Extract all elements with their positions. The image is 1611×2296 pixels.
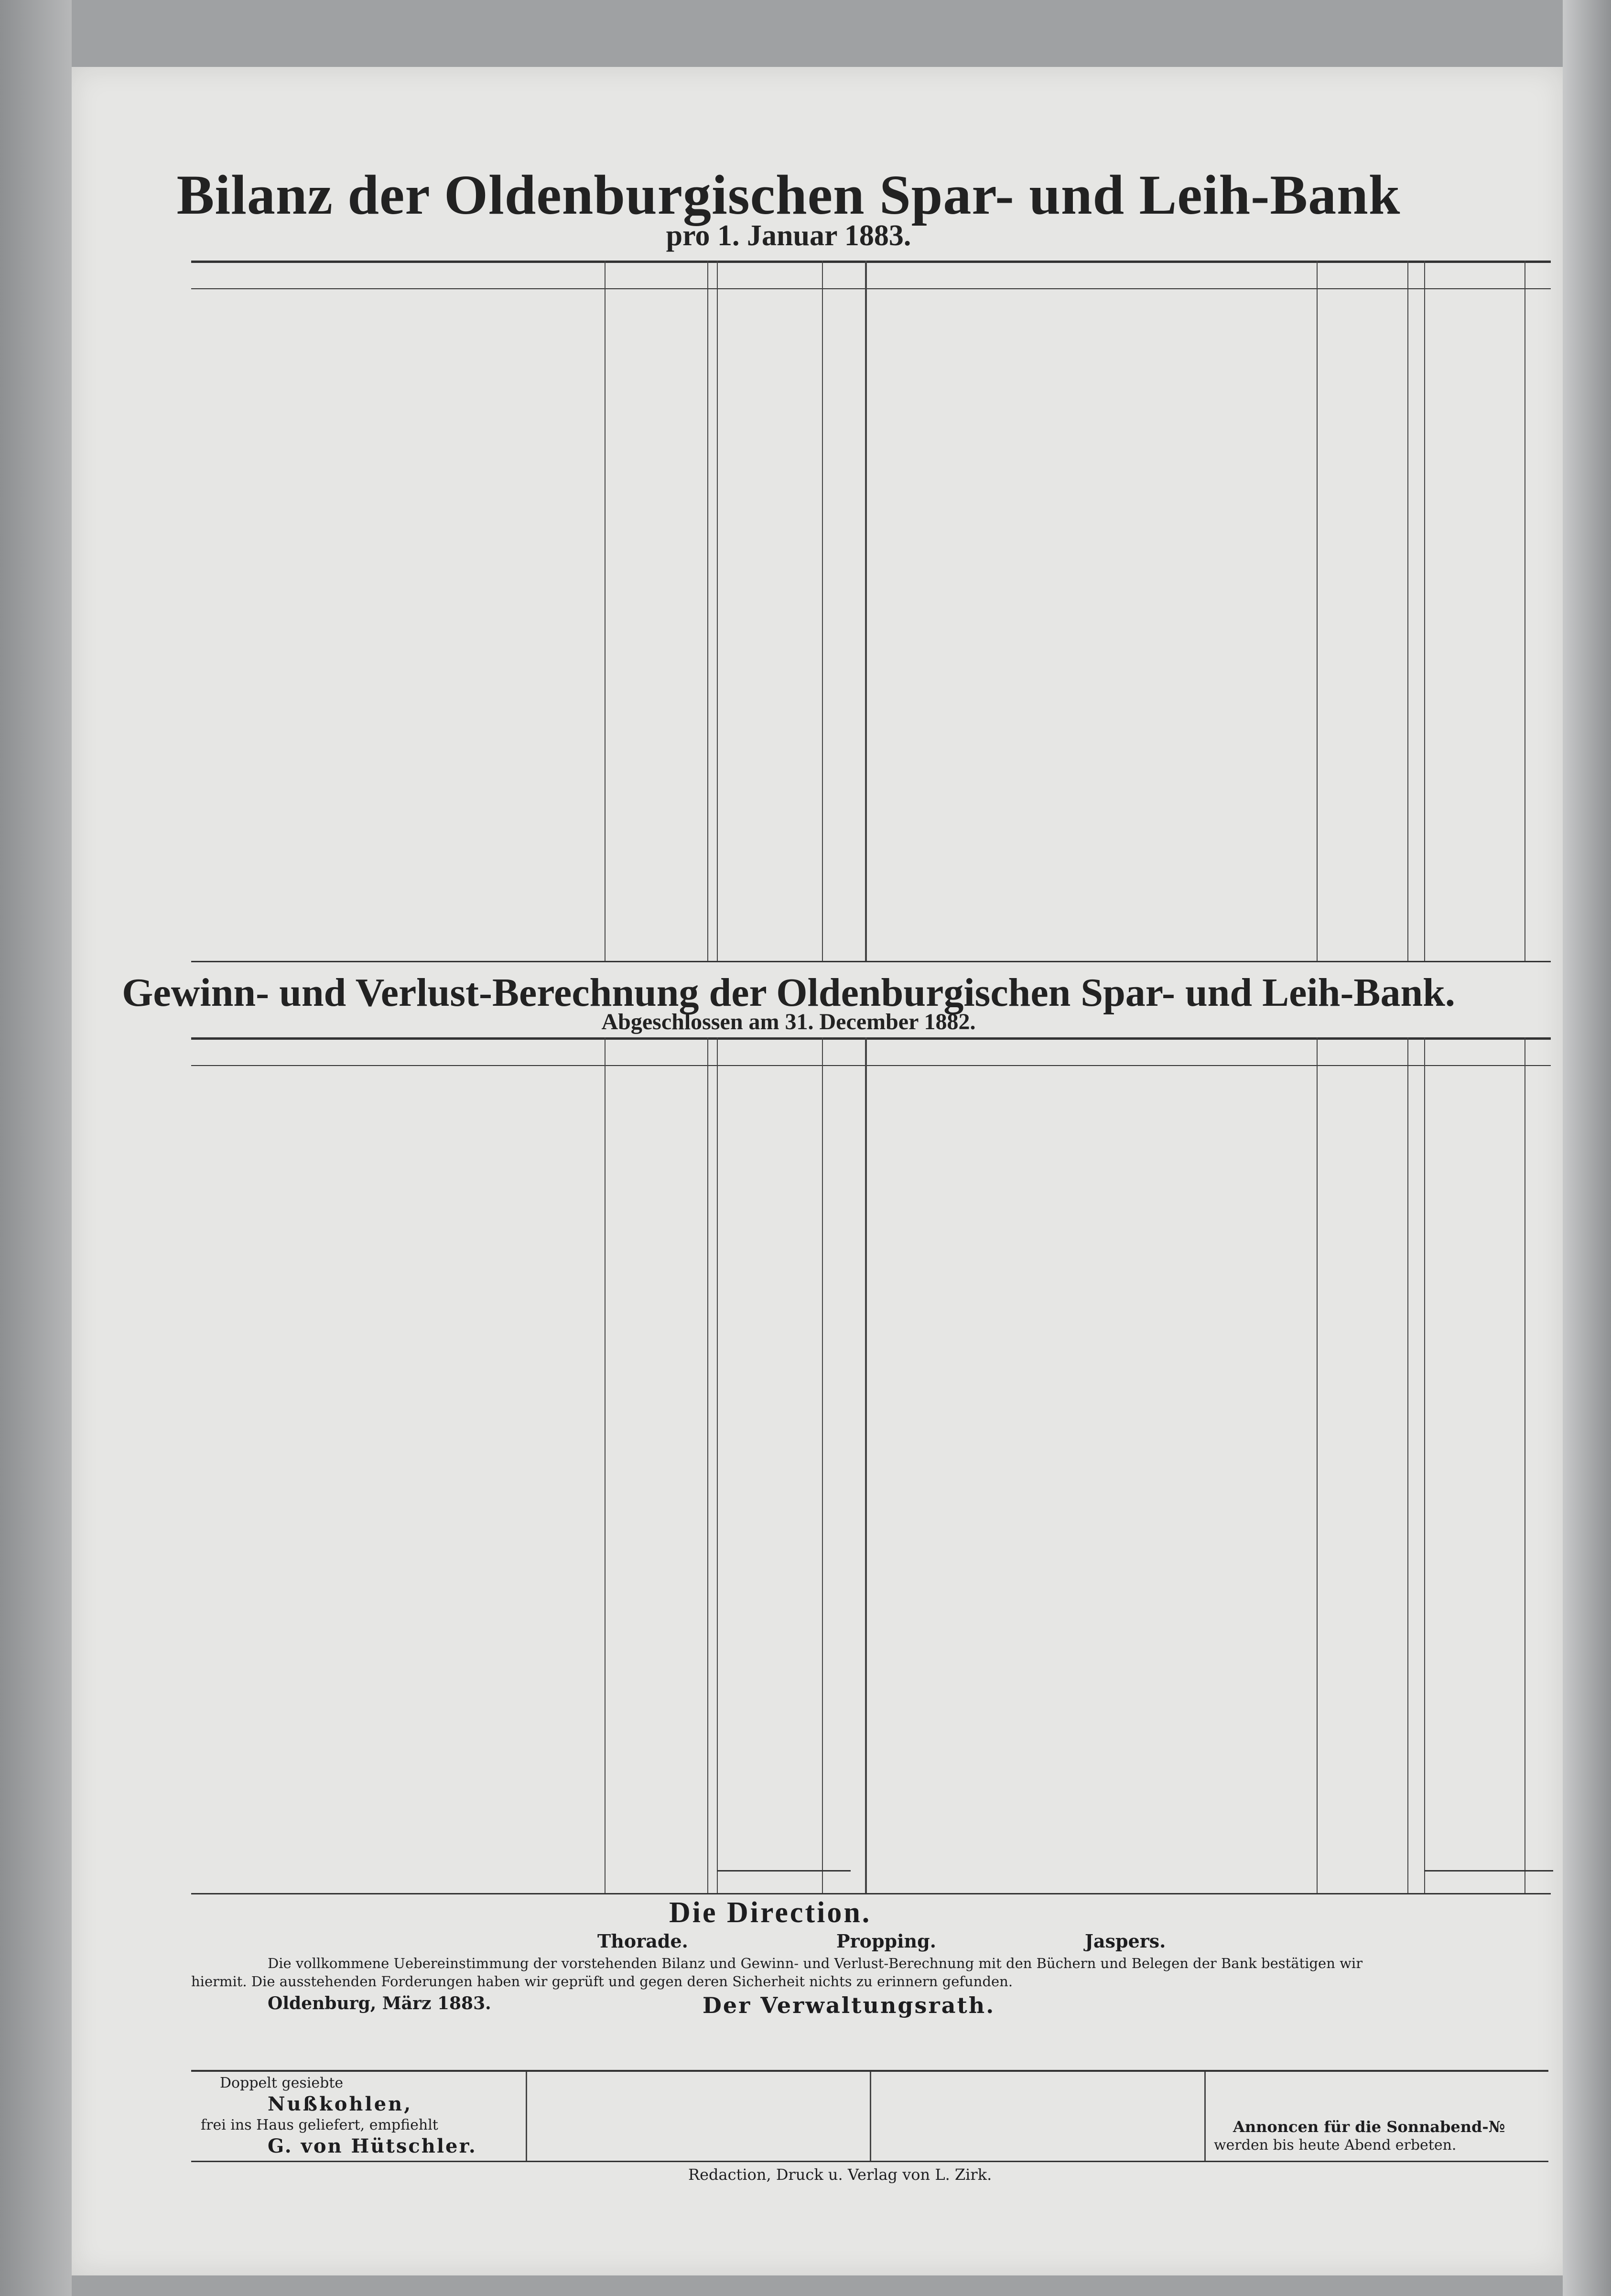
ads-divider-2 (870, 2072, 871, 2161)
page-edge (1563, 0, 1611, 2296)
gv-title: Gewinn- und Verlust-Berechnung der Oldenburgischen Spar- und Leih-Bank. (122, 970, 1455, 1015)
column-line (1407, 261, 1408, 961)
column-line (1424, 261, 1425, 961)
ad-coal-line-2: Nußkohlen, (268, 2093, 413, 2115)
column-line (707, 1037, 708, 1893)
place-date: Oldenburg, März 1883. (268, 1993, 491, 2013)
ad-annoncen-note: werden bis heute Abend erbeten. (1214, 2137, 1457, 2154)
center-divider (865, 261, 867, 961)
table-top-rule (191, 261, 1551, 263)
confirmation-line-1: Die vollkommene Uebereinstimmung der vorstehenden Bilanz und Gewinn- und Verlust-Berechnung mit den Büchern und Belegen der Bank bestätigen wir (268, 1955, 1363, 1971)
imprint: Redaction, Druck u. Verlag von L. Zirk. (688, 2165, 992, 2184)
signature-jaspers: Jaspers. (1085, 1930, 1166, 1952)
column-line (1424, 1037, 1425, 1893)
signature-thorade: Thorade. (597, 1930, 688, 1952)
signature-propping: Propping. (836, 1930, 936, 1952)
table-bottom-rule (191, 1893, 1551, 1894)
newspaper-page (72, 67, 1563, 2275)
column-line (1317, 261, 1318, 961)
column-line (717, 261, 718, 961)
total-rule (1424, 1870, 1553, 1872)
book-spine (0, 0, 72, 2296)
gv-subtitle: Abgeschlossen am 31. December 1882. (601, 1009, 976, 1034)
ads-divider-1 (526, 2072, 527, 2161)
ads-divider-3 (1204, 2072, 1206, 2161)
total-rule (717, 1870, 851, 1872)
column-line (822, 261, 823, 961)
header-rule (191, 1065, 1551, 1066)
bilanz-subtitle: pro 1. Januar 1883. (666, 219, 911, 252)
board-title: Der Verwaltungsrath. (703, 1992, 995, 2018)
confirmation-line-2: hiermit. Die ausstehenden Forderungen haben wir geprüft und gegen deren Sicherheit nichts zu erinnern gefunden. (191, 1973, 1013, 1990)
table-top-rule (191, 1037, 1551, 1040)
header-rule (191, 288, 1551, 289)
direction-title: Die Direction. (669, 1896, 872, 1929)
column-line (1407, 1037, 1408, 1893)
column-line (1317, 1037, 1318, 1893)
column-line (717, 1037, 718, 1893)
center-divider (865, 1037, 867, 1893)
column-line (822, 1037, 823, 1893)
ads-bottom-rule (191, 2161, 1548, 2162)
table-bottom-rule (191, 961, 1551, 962)
ad-coal-line-3: frei ins Haus geliefert, empfiehlt (201, 2117, 438, 2133)
ad-coal-line-4: G. von Hütschler. (268, 2135, 477, 2157)
column-line (707, 261, 708, 961)
ad-coal-line-1: Doppelt gesiebte (220, 2075, 344, 2091)
ad-annoncen: Annoncen für die Sonnabend-№ (1233, 2118, 1505, 2136)
bilanz-title: Bilanz der Oldenburgischen Spar- und Leih-Bank (176, 163, 1401, 226)
